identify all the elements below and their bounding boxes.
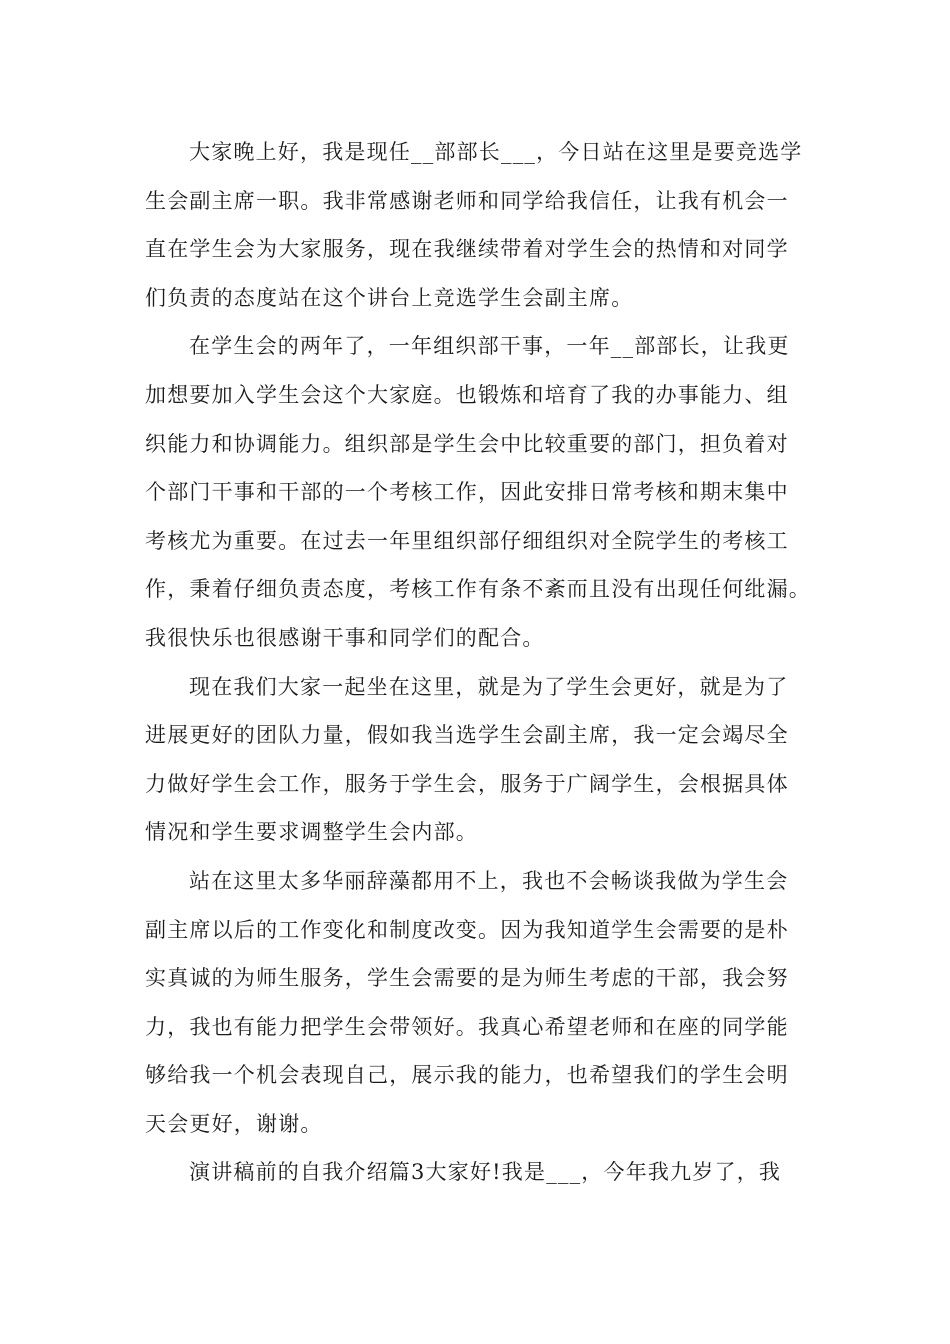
document-body	[145, 128, 835, 1197]
text-line: 站在这里太多华丽辞藻都用不上，我也不会畅谈我做为学生会	[189, 868, 789, 893]
text-line: 演讲稿前的自我介绍篇3大家好!我是___，今年我九岁了，我	[189, 1160, 782, 1185]
text-line: 在学生会的两年了，一年组织部干事，一年__部部长，让我更	[189, 334, 790, 359]
text-line: 情况和学生要求调整学生会内部。	[145, 820, 478, 845]
text-line: 考核尤为重要。在过去一年里组织部仔细组织对全院学生的考核工	[145, 528, 789, 553]
text-line: 力做好学生会工作，服务于学生会，服务于广阔学生，会根据具体	[145, 771, 789, 796]
text-line: 够给我一个机会表现自己，展示我的能力，也希望我们的学生会明	[145, 1063, 789, 1088]
text-line: 加想要加入学生会这个大家庭。也锻炼和培育了我的办事能力、组	[145, 382, 789, 407]
text-line: 我很快乐也很感谢干事和同学们的配合。	[145, 625, 545, 650]
text-line: 力，我也有能力把学生会带领好。我真心希望老师和在座的同学能	[145, 1014, 789, 1039]
text-line: 天会更好，谢谢。	[145, 1111, 323, 1136]
text-line: 个部门干事和干部的一个考核工作，因此安排日常考核和期末集中	[145, 480, 789, 505]
text-line: 副主席以后的工作变化和制度改变。因为我知道学生会需要的是朴	[145, 917, 789, 942]
text-line: 作，秉着仔细负责态度，考核工作有条不紊而且没有出现任何纰漏。	[145, 577, 811, 602]
text-line: 直在学生会为大家服务，现在我继续带着对学生会的热情和对同学	[145, 237, 789, 262]
text-line: 实真诚的为师生服务，学生会需要的是为师生考虑的干部，我会努	[145, 966, 789, 991]
text-line: 现在我们大家一起坐在这里，就是为了学生会更好，就是为了	[189, 674, 789, 699]
text-line: 们负责的态度站在这个讲台上竞选学生会副主席。	[145, 285, 634, 310]
text-line: 生会副主席一职。我非常感谢老师和同学给我信任，让我有机会一	[145, 188, 789, 213]
text-line: 织能力和协调能力。组织部是学生会中比较重要的部门，担负着对	[145, 431, 789, 456]
text-line: 大家晚上好，我是现任__部部长___，今日站在这里是要竞选学	[189, 140, 803, 164]
text-line: 进展更好的团队力量，假如我当选学生会副主席，我一定会竭尽全	[145, 723, 789, 748]
